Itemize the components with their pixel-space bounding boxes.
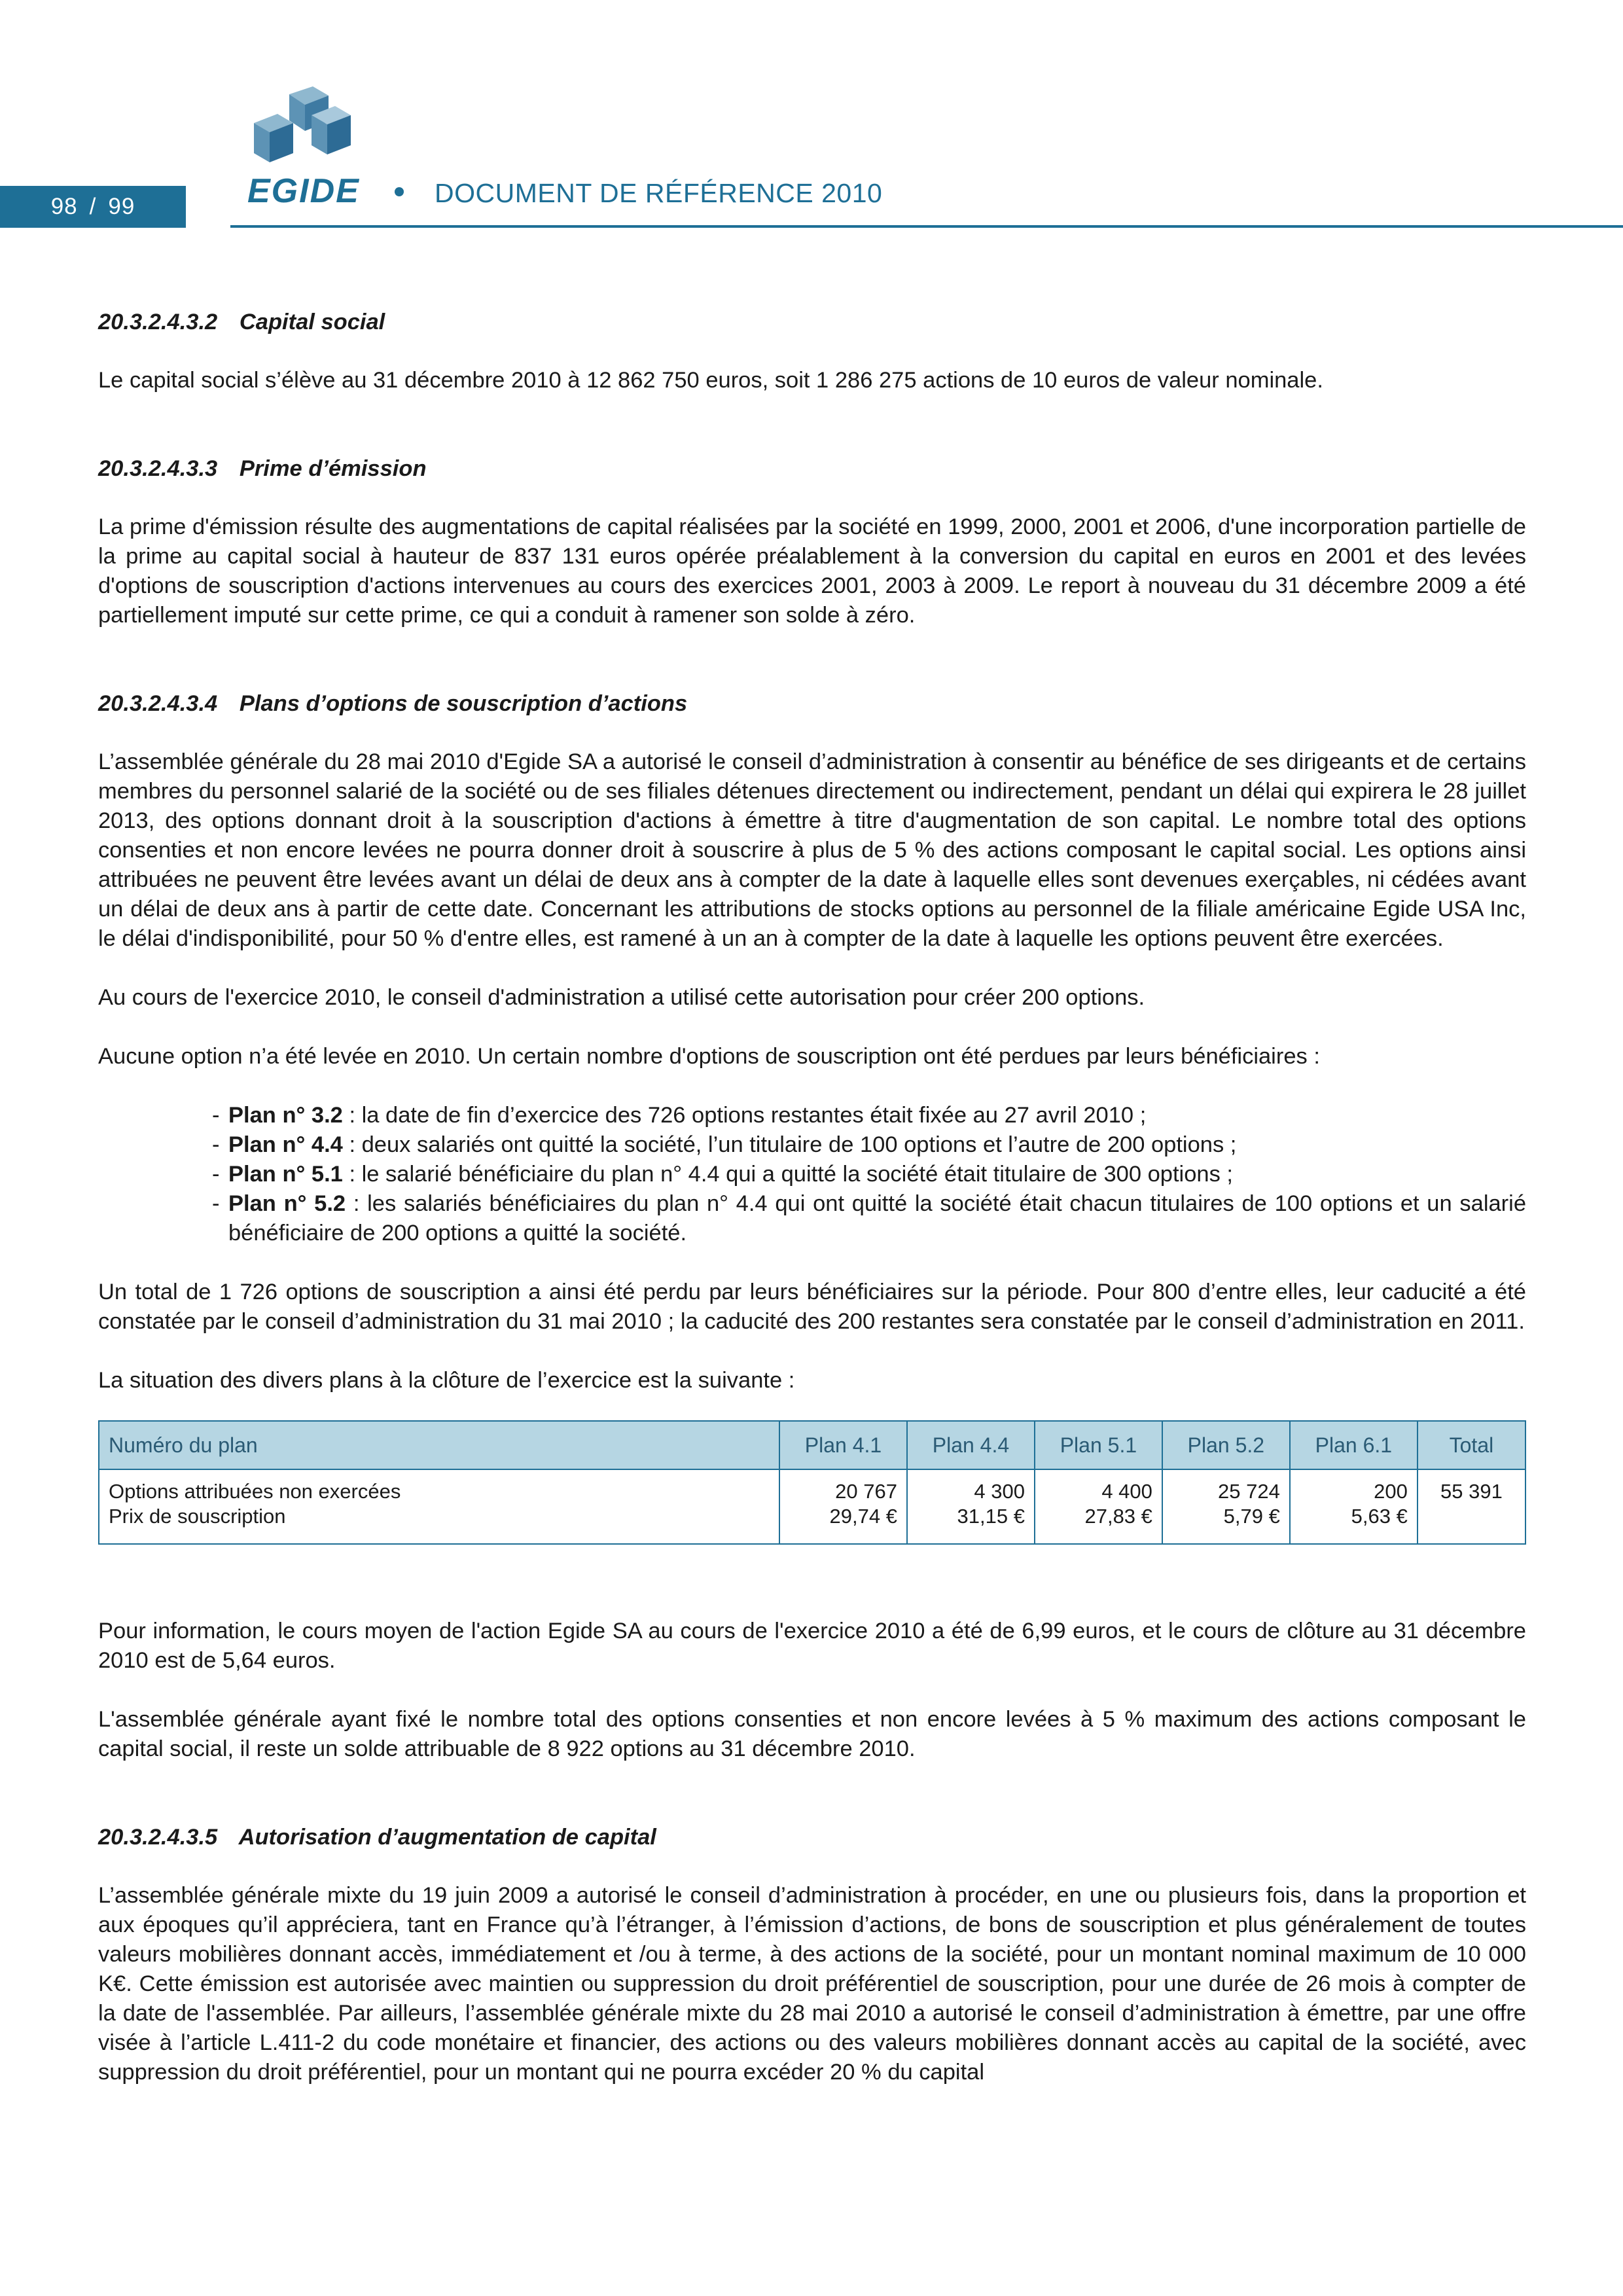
column-header: Plan 4.4 (907, 1421, 1035, 1469)
row-label-options: Options attribuées non exercées (109, 1480, 401, 1503)
page-total: 99 (108, 194, 135, 219)
paragraph: L’assemblée générale du 28 mai 2010 d'Egide SA a autorisé le conseil d’administration à consentir au bénéfice de ses dirigeants et de certains membres du personnel salarié de la société ou de ses filiales détenues directement ou indirectement, pendant un délai qui expirera le 28 juillet 2013, des options donnant droit à la souscription d'actions à émettre à titre d'augmentation de son capital. Le nombre total des options consenties et non encore levées ne pourra donner droit à souscrire à plus de 5 % des actions composant le capital social. Les options ainsi attribuées ne peuvent être levées avant un délai de deux ans à compter de la date à laquelle elles sont devenues exerçables, ni cédées avant un délai de deux ans à partir de cette date. Concernant les attributions de stocks options au personnel de la filiale américaine Egide USA Inc, le délai d'indisponibilité, pour 50 % d'entre elles, est ramené à un an à compter de la date à laquelle les options peuvent être exercées. (98, 749, 1526, 951)
table-cell: 4 300 31,15 € (907, 1469, 1035, 1544)
row-label-price: Prix de souscription (109, 1505, 286, 1528)
row-labels (99, 1469, 779, 1544)
page-number-tab (0, 186, 186, 228)
paragraph: L’assemblée générale mixte du 19 juin 2009 a autorisé le conseil d’administration à procéder, en une ou plusieurs fois, dans la proportion et aux époques qu’il appréciera, tant en France qu’à l’étranger, à l’émission d’actions, de bons de souscription et plus généralement de toutes valeurs mobilières donnant accès, immédiatement et /ou à terme, à des actions de la société, pour un montant nominal maximum de 10 000 K€. Cette émission est autorisée avec maintien ou suppression du droit préférentiel de souscription, pour une durée de 26 mois à compter de la date de l'assemblée. Par ailleurs, l’assemblée générale mixte du 28 mai 2010 a autorisé le conseil d’administration à émettre, par une offre visée à l’article L.411-2 du code monétaire et financier, des actions ou des valeurs mobilières donnant accès au capital de la société, avec suppression du droit préférentiel, pour un montant qui ne pourra excéder 20 % du capital (98, 1883, 1526, 2085)
list-item: - Plan n° 4.4 : deux salariés ont quitté la société, l’un titulaire de 100 options et l’autre de 200 options ; (212, 1132, 1237, 1157)
section-number: 20.3.2.4.3.5 (98, 1825, 218, 1850)
logo-wordmark: EGIDE (247, 172, 360, 210)
section-number: 20.3.2.4.3.4 (98, 691, 218, 716)
plan-number: Plan n° 4.4 (228, 1132, 343, 1157)
section-title: Autorisation d’augmentation de capital (238, 1825, 656, 1850)
section-heading-capital-social (98, 308, 1526, 337)
table-cell: 20 767 29,74 € (779, 1469, 907, 1544)
table-cell-total: 55 391 (1418, 1469, 1525, 1544)
list-item: - Plan n° 3.2 : la date de fin d’exercice des 726 options restantes était fixée au 27 avril 2010 ; (212, 1103, 1147, 1128)
table-cell: 200 5,63 € (1290, 1469, 1418, 1544)
column-header: Numéro du plan (99, 1421, 779, 1469)
paragraph: La prime d'émission résulte des augmentations de capital réalisées par la société en 1999, 2000, 2001 et 2006, d'une incorporation partielle de la prime au capital social à hauteur de 837 131 euros opérée préalablement à la conversion du capital en euros en 2001 et des levées d'options de souscription d'actions intervenues au cours des exercices 2001, 2003 à 2009. Le report à nouveau du 31 décembre 2009 a été partiellement imputé sur cette prime, ce qui a conduit à ramener son solde à zéro. (98, 514, 1526, 628)
page-current: 98 (50, 194, 78, 219)
lost-options-list (212, 1101, 1526, 1248)
plans-situation-table (98, 1420, 1526, 1545)
plan-number: Plan n° 5.2 (228, 1191, 346, 1216)
section-title: Plans d’options de souscription d’actions (239, 691, 688, 716)
paragraph: La situation des divers plans à la clôture de l’exercice est la suivante : (98, 1368, 795, 1393)
paragraph: L'assemblée générale ayant fixé le nombre total des options consenties et non encore levées à 5 % maximum des actions composant le capital social, il reste un solde attribuable de 8 922 options au 31 décembre 2010. (98, 1707, 1526, 1761)
section-number: 20.3.2.4.3.3 (98, 456, 218, 481)
page-content (98, 308, 1526, 2117)
table-row (99, 1469, 1525, 1544)
plan-number: Plan n° 5.1 (228, 1162, 343, 1187)
column-header: Plan 5.2 (1162, 1421, 1290, 1469)
section-title: Prime d’émission (239, 456, 427, 481)
header-rule (230, 225, 1623, 228)
document-title: DOCUMENT DE RÉFÉRENCE 2010 (435, 178, 883, 208)
header-bullet (395, 187, 404, 196)
column-header: Plan 4.1 (779, 1421, 907, 1469)
table-cell: 4 400 27,83 € (1035, 1469, 1162, 1544)
section-heading-plans-options (98, 689, 1526, 719)
column-header: Plan 6.1 (1290, 1421, 1418, 1469)
paragraph: Le capital social s’élève au 31 décembre 2010 à 12 862 750 euros, soit 1 286 275 actions de 10 euros de valeur nominale. (98, 368, 1323, 393)
paragraph: Aucune option n’a été levée en 2010. Un certain nombre d'options de souscription ont été perdues par leurs bénéficiaires : (98, 1044, 1320, 1069)
paragraph: Pour information, le cours moyen de l'action Egide SA au cours de l'exercice 2010 a été de 6,99 euros, et le cours de clôture au 31 décembre 2010 est de 5,64 euros. (98, 1619, 1526, 1673)
list-item: - Plan n° 5.1 : le salarié bénéficiaire du plan n° 4.4 qui a quitté la société était titulaire de 300 options ; (212, 1162, 1234, 1187)
plan-number: Plan n° 3.2 (228, 1103, 343, 1128)
section-heading-autorisation (98, 1823, 1526, 1852)
paragraph: Un total de 1 726 options de souscription a ainsi été perdu par leurs bénéficiaires sur la période. Pour 800 d’entre elles, leur caducité a été constatée par le conseil d’administration du 31 mai 2010 ; la caducité des 200 restantes sera constatée par le conseil d’administration en 2011. (98, 1280, 1526, 1334)
section-heading-prime-emission (98, 454, 1526, 484)
list-item: - Plan n° 5.2 : les salariés bénéficiaires du plan n° 4.4 qui ont quitté la société était chacun titulaires de 100 options et un salarié bénéficiaire de 200 options a quitté la société. (212, 1191, 1527, 1246)
table-header-row (99, 1421, 1525, 1469)
column-header: Plan 5.1 (1035, 1421, 1162, 1469)
section-title: Capital social (239, 310, 385, 334)
paragraph: Au cours de l'exercice 2010, le conseil d'administration a utilisé cette autorisation pour créer 200 options. (98, 985, 1145, 1010)
page-separator: / (89, 194, 97, 219)
table-cell: 25 724 5,79 € (1162, 1469, 1290, 1544)
section-number: 20.3.2.4.3.2 (98, 310, 218, 334)
column-header: Total (1418, 1421, 1525, 1469)
